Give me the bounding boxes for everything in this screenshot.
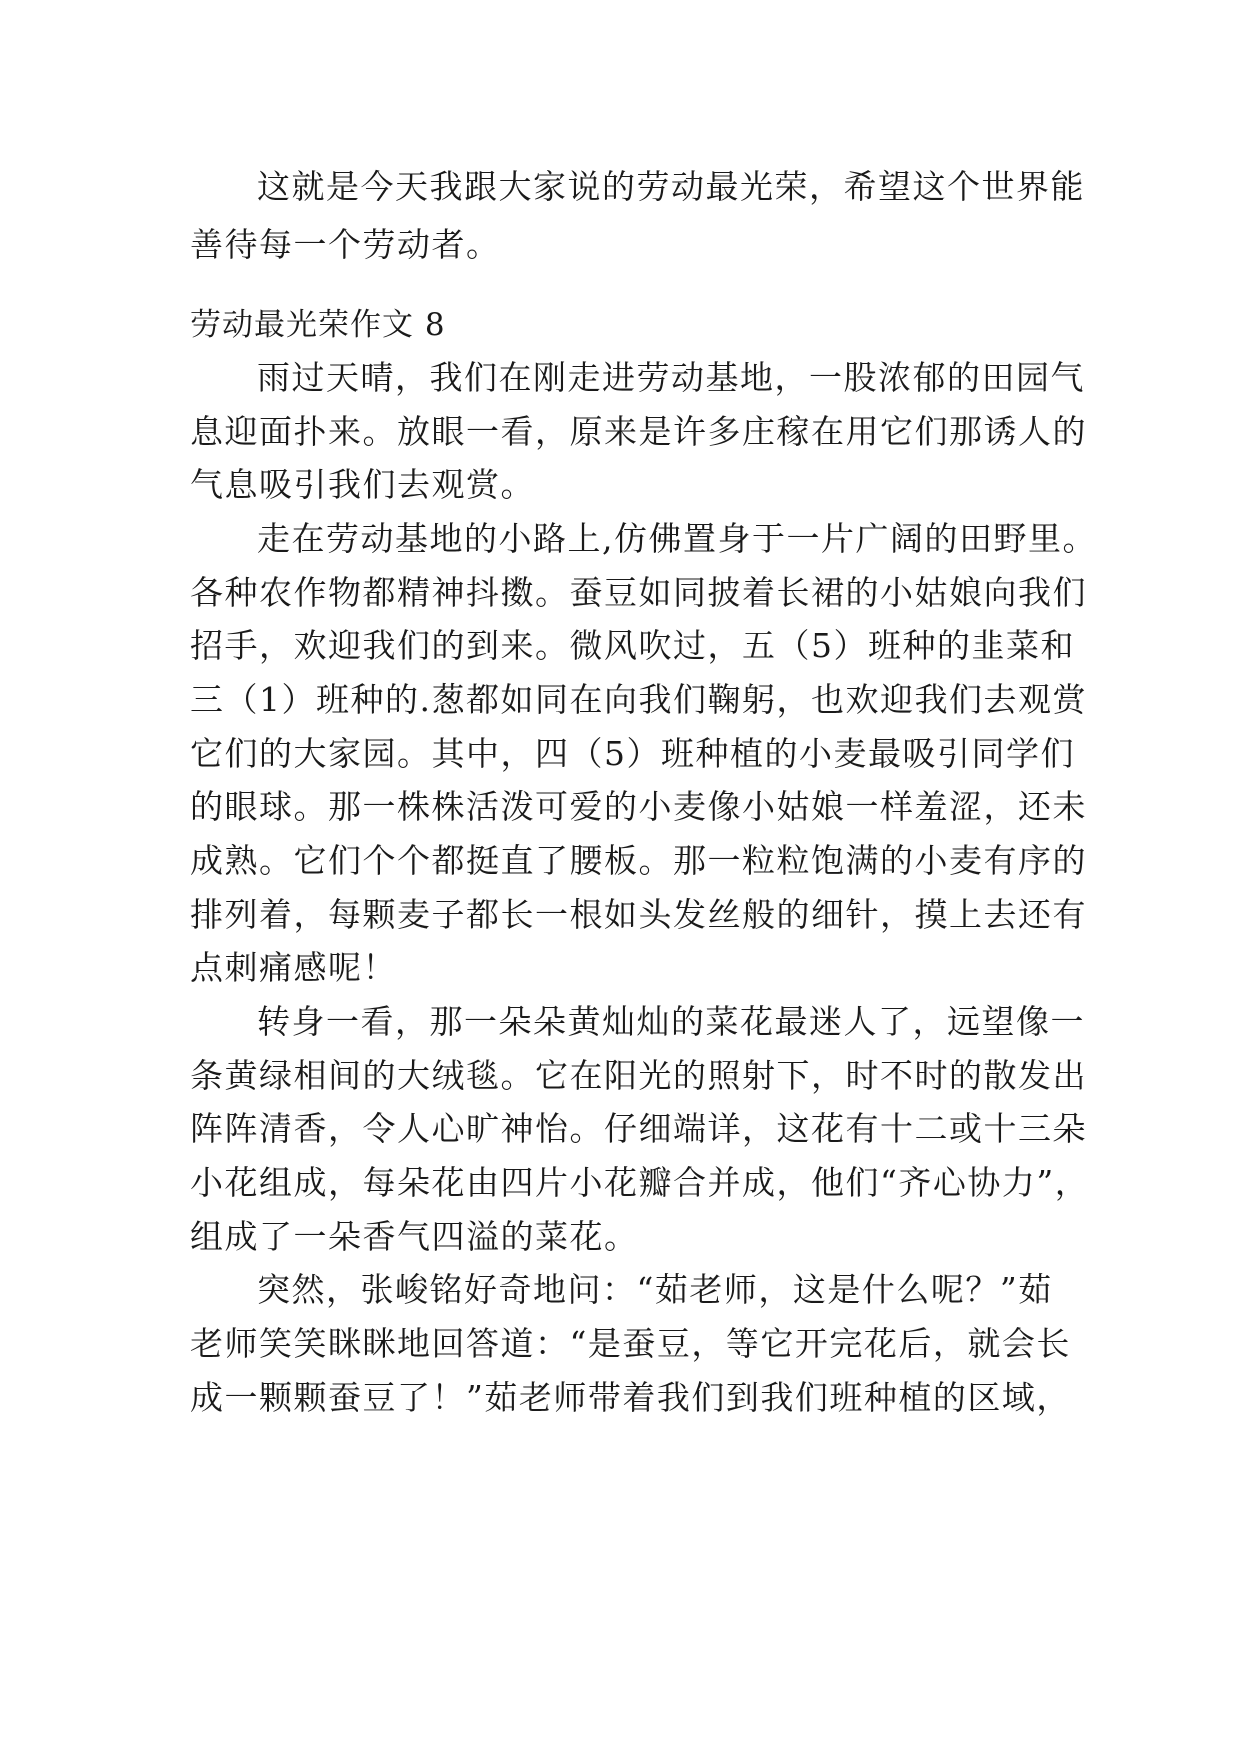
paragraph-1-line-3: 气息吸引我们去观赏。 bbox=[190, 465, 535, 504]
paragraph-2-line-6: 的眼球。那一株株活泼可爱的小麦像小姑娘一样羞涩，还未 bbox=[190, 787, 1087, 826]
section-title: 劳动最光荣作文 8 bbox=[190, 307, 446, 343]
intro-line-1: 这就是今天我跟大家说的劳动最光荣，希望这个世界能 bbox=[257, 167, 1085, 206]
paragraph-3-line-4: 小花组成，每朵花由四片小花瓣合并成，他们“齐心协力”， bbox=[190, 1163, 1090, 1202]
paragraph-2-line-7: 成熟。它们个个都挺直了腰板。那一粒粒饱满的小麦有序的 bbox=[190, 841, 1087, 880]
paragraph-2-line-8: 排列着，每颗麦子都长一根如头发丝般的细针，摸上去还有 bbox=[190, 895, 1087, 934]
paragraph-2-line-5: 它们的大家园。其中，四（5）班种植的小麦最吸引同学们 bbox=[190, 734, 1075, 773]
paragraph-2-line-2: 各种农作物都精神抖擞。蚕豆如同披着长裙的小姑娘向我们 bbox=[190, 573, 1087, 612]
paragraph-2-line-1: 走在劳动基地的小路上,仿佛置身于一片广阔的田野里。 bbox=[257, 519, 1097, 558]
paragraph-4-line-1: 突然，张峻铭好奇地问：“茹老师，这是什么呢？”茹 bbox=[257, 1270, 1053, 1309]
intro-line-2: 善待每一个劳动者。 bbox=[190, 225, 501, 264]
paragraph-3-line-3: 阵阵清香，令人心旷神怡。仔细端详，这花有十二或十三朵 bbox=[190, 1109, 1087, 1148]
paragraph-3-line-1: 转身一看，那一朵朵黄灿灿的菜花最迷人了，远望像一 bbox=[257, 1002, 1085, 1041]
paragraph-4-line-3: 成一颗颗蚕豆了！”茹老师带着我们到我们班种植的区域， bbox=[190, 1378, 1071, 1417]
paragraph-1-line-2: 息迎面扑来。放眼一看，原来是许多庄稼在用它们那诱人的 bbox=[190, 412, 1087, 451]
paragraph-2-line-3: 招手，欢迎我们的到来。微风吹过，五（5）班种的韭菜和 bbox=[190, 626, 1075, 665]
paragraph-2-line-9: 点刺痛感呢！ bbox=[190, 948, 397, 987]
paragraph-2-line-4: 三（1）班种的.葱都如同在向我们鞠躬，也欢迎我们去观赏 bbox=[190, 680, 1087, 719]
paragraph-3-line-5: 组成了一朵香气四溢的菜花。 bbox=[190, 1217, 639, 1256]
paragraph-3-line-2: 条黄绿相间的大绒毯。它在阳光的照射下，时不时的散发出 bbox=[190, 1056, 1087, 1095]
paragraph-4-line-2: 老师笑笑眯眯地回答道：“是蚕豆，等它开完花后，就会长 bbox=[190, 1324, 1071, 1363]
paragraph-1-line-1: 雨过天晴，我们在刚走进劳动基地，一股浓郁的田园气 bbox=[257, 358, 1085, 397]
